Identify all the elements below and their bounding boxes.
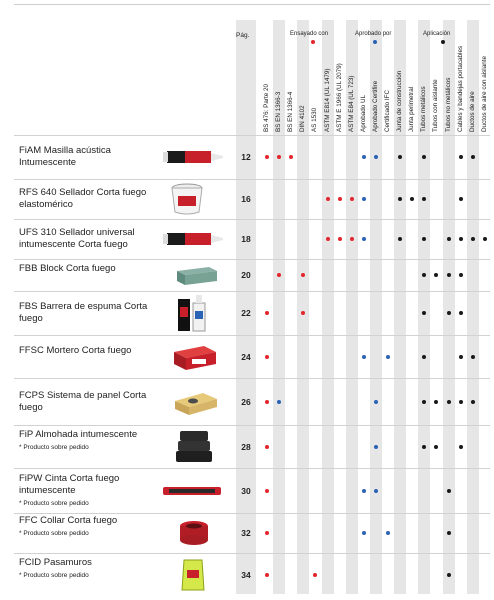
red-legend-dot — [311, 40, 315, 44]
application-dot — [434, 400, 438, 404]
application-dot — [410, 197, 414, 201]
page-number: 16 — [241, 194, 251, 204]
tested-dot — [350, 237, 354, 241]
row-divider — [14, 378, 490, 379]
row-divider — [14, 179, 490, 180]
column-header-label: BS EN 1366-3 — [275, 91, 283, 132]
product-name: FiPW Cinta Corta fuego intumescente — [19, 472, 120, 496]
product-name: UFS 310 Sellador universal intumescente Corta fuego — [19, 227, 135, 250]
product-name-cell — [19, 429, 169, 452]
column-header-label: Tubos no metálicos — [444, 77, 452, 132]
product-name: FCID Pasamuros — [19, 557, 92, 568]
group-aprobado-label: Aprobado por — [355, 31, 392, 37]
approved-dot — [362, 197, 366, 201]
page-number: 30 — [241, 485, 251, 496]
application-dot — [447, 531, 451, 535]
product-name-cell — [19, 301, 169, 325]
page-number: 34 — [241, 570, 251, 580]
product-name-cell — [19, 515, 169, 538]
black-legend-dot — [441, 40, 445, 44]
product-name-cell — [19, 473, 169, 508]
product-name: RFS 640 Sellador Corta fuego elastomérico — [19, 187, 147, 210]
column-header-label: Tubos con aislante — [432, 79, 440, 132]
blue-legend-dot — [373, 40, 377, 44]
foam-cartridge-icon — [176, 293, 208, 338]
page-number: 24 — [241, 351, 251, 362]
product-name-cell — [19, 557, 169, 580]
approved-dot — [362, 489, 366, 493]
product-note: * Producto sobre pedido — [19, 572, 89, 579]
tested-dot — [265, 489, 269, 493]
row-divider — [14, 425, 490, 426]
application-dot — [447, 311, 451, 315]
page-number: 22 — [241, 308, 251, 318]
tested-dot — [289, 155, 293, 159]
approved-dot — [362, 531, 366, 535]
application-dot — [471, 155, 475, 159]
column-header-label: Ductos de aire con aislante — [480, 56, 488, 132]
pillow-icon — [172, 429, 216, 470]
application-dot — [459, 155, 463, 159]
column-header-label: Aprobado Certifire — [371, 80, 379, 132]
application-dot — [447, 400, 451, 404]
page-number: 26 — [241, 396, 251, 407]
page-number: 32 — [241, 528, 251, 538]
product-name: FFC Collar Corta fuego — [19, 515, 118, 526]
product-name: FiP Almohada intumescente — [19, 428, 138, 440]
approved-dot — [374, 445, 378, 449]
row-divider — [14, 468, 490, 469]
column-header-label: Junta de construcción — [396, 70, 404, 132]
tested-dot — [265, 531, 269, 535]
application-dot — [447, 273, 451, 277]
tested-dot — [338, 197, 342, 201]
column-header-label: BS 476: Parte 20 — [263, 84, 270, 132]
group-aprobado-por — [355, 31, 391, 37]
tested-dot — [265, 573, 269, 577]
product-note: * Producto sobre pedido — [19, 499, 89, 507]
approved-dot — [362, 237, 366, 241]
column-header-label: Aprobado UL — [359, 94, 367, 132]
tested-dot — [265, 445, 269, 449]
application-dot — [447, 489, 451, 493]
row-divider — [14, 335, 490, 336]
group-ensayado-con — [290, 31, 328, 37]
product-note: * Producto sobre pedido — [19, 530, 89, 537]
tested-dot — [326, 197, 330, 201]
application-dot — [434, 445, 438, 449]
mortar-box-icon — [170, 342, 220, 377]
page-number: 12 — [241, 152, 251, 162]
approved-dot — [386, 531, 390, 535]
approved-dot — [362, 355, 366, 359]
application-dot — [471, 400, 475, 404]
tested-dot — [265, 355, 269, 359]
product-name: FBS Barrera de espuma Corta fuego — [19, 301, 148, 324]
column-header-label: ASTM E814 (UL 1479) — [323, 68, 331, 132]
block-icon — [173, 263, 219, 292]
tested-dot — [326, 237, 330, 241]
application-dot — [459, 311, 463, 315]
product-name-cell — [19, 227, 169, 251]
application-dot — [447, 573, 451, 577]
column-header-label: Tubos metálicos — [420, 86, 428, 132]
product-name: FCPS Sistema de panel Corta fuego — [19, 389, 147, 413]
row-divider — [14, 259, 490, 260]
tested-dot — [265, 155, 269, 159]
column-header-label: Ductos de aire — [468, 91, 476, 132]
group-ensayado-label: Ensayado con — [290, 31, 329, 37]
page-number: 18 — [241, 234, 251, 244]
product-name-cell — [19, 187, 169, 211]
page-column-header: Pág. — [236, 32, 250, 39]
column-header-label: Cables y bandejas portacables — [456, 45, 464, 132]
application-dot — [483, 237, 487, 241]
product-note: * Producto sobre pedido — [19, 443, 89, 451]
column-header-label: AS 1530 — [311, 107, 319, 132]
wrap-strip-icon — [161, 483, 223, 504]
application-dot — [422, 355, 426, 359]
tested-dot — [265, 400, 269, 404]
approved-dot — [374, 155, 378, 159]
page-number: 20 — [241, 270, 251, 280]
application-dot — [459, 197, 463, 201]
product-name-cell — [19, 345, 169, 357]
application-dot — [447, 237, 451, 241]
tested-dot — [265, 311, 269, 315]
approved-dot — [386, 355, 390, 359]
application-dot — [459, 237, 463, 241]
application-dot — [434, 273, 438, 277]
sealant-tube-icon — [163, 229, 223, 254]
product-name: FiAM Masilla acústica Intumescente — [19, 145, 111, 168]
bucket-icon — [170, 182, 204, 221]
column-header-label: ASTM E84 (UL 723) — [347, 75, 355, 132]
product-name-cell — [19, 390, 169, 414]
application-dot — [422, 445, 426, 449]
top-rule — [14, 4, 490, 5]
application-dot — [471, 237, 475, 241]
approved-dot — [362, 155, 366, 159]
row-divider — [14, 291, 490, 292]
group-aplicacion-label: Aplicación — [423, 31, 451, 37]
row-divider — [14, 135, 490, 136]
tested-dot — [313, 573, 317, 577]
application-dot — [459, 445, 463, 449]
sleeve-icon — [178, 556, 208, 599]
application-dot — [459, 400, 463, 404]
sealant-tube-icon — [163, 147, 223, 172]
approved-dot — [374, 400, 378, 404]
panel-icon — [173, 387, 219, 422]
column-header-label: BS EN 1366-4 — [287, 91, 295, 132]
row-divider — [14, 553, 490, 554]
tested-dot — [350, 197, 354, 201]
application-dot — [422, 400, 426, 404]
row-divider — [14, 219, 490, 220]
product-name-cell — [19, 145, 169, 169]
application-dot — [459, 273, 463, 277]
row-divider — [14, 513, 490, 514]
product-name: FFSC Mortero Corta fuego — [19, 344, 132, 356]
page-number: 28 — [241, 441, 251, 452]
product-name-cell — [19, 263, 169, 275]
application-dot — [459, 355, 463, 359]
product-name: FBB Block Corta fuego — [19, 263, 116, 274]
column-header-label: Certificado IFC — [384, 90, 391, 132]
application-dot — [471, 355, 475, 359]
column-header-label: DIN 4102 — [299, 105, 307, 132]
column-header-label: Junta perimetral — [408, 86, 416, 132]
collar-icon — [176, 518, 212, 553]
tested-dot — [338, 237, 342, 241]
page-column-stripe — [236, 20, 256, 594]
group-aplicacion — [423, 31, 450, 37]
approved-dot — [277, 400, 281, 404]
approved-dot — [374, 489, 378, 493]
column-header-label: ASTM E 1966 (UL 2079) — [335, 63, 343, 132]
